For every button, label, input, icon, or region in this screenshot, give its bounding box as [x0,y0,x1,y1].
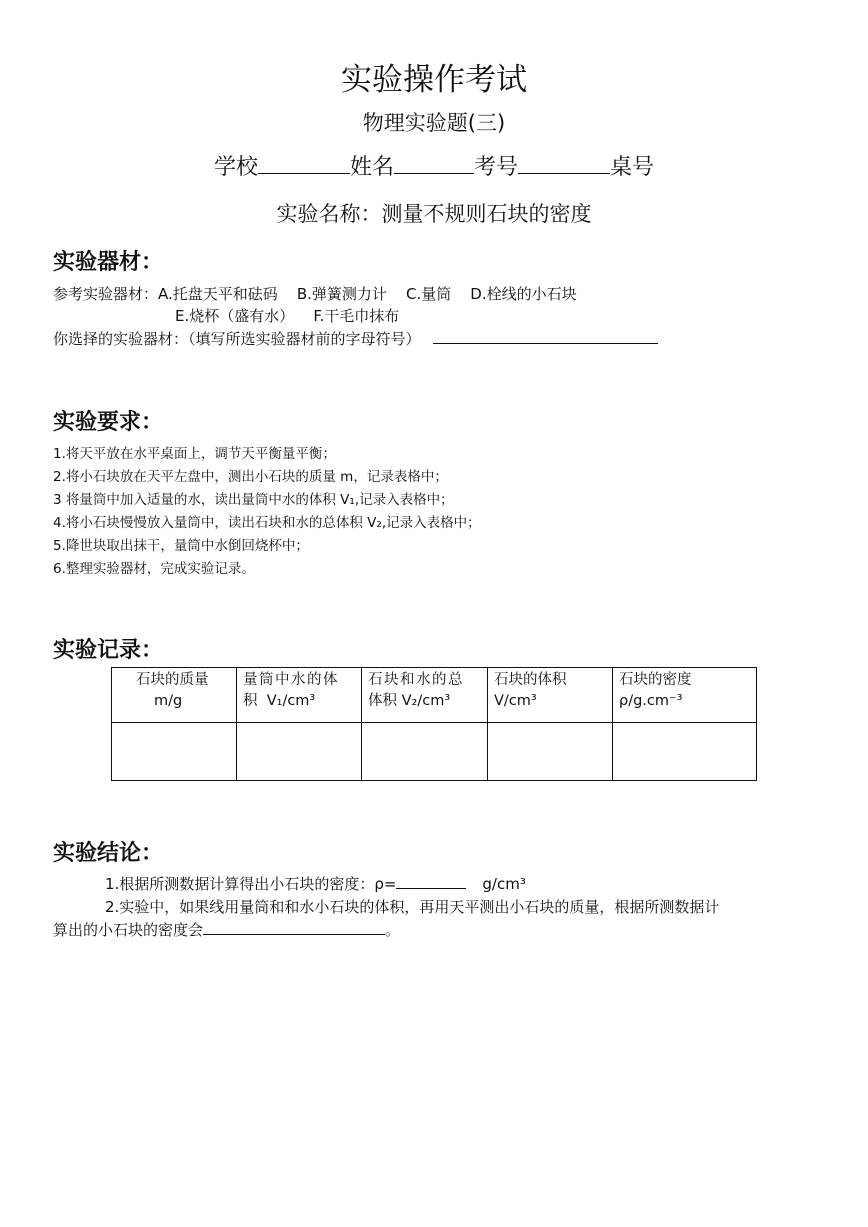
desk-number-label: 桌号 [610,155,655,180]
exam-number-label: 考号 [474,155,519,180]
requirement-step-2: 2.将小石块放在天平左盘中，测出小石块的质量 m，记录表格中； [53,469,448,485]
equipment-reference-line [53,283,577,304]
cell-stone-volume[interactable] [488,723,613,781]
density-effect-field[interactable] [203,920,385,935]
column-header-total-volume: 石块和水的总 体积 V₂/cm³ [362,668,488,723]
record-heading: 实验记录： [53,638,164,663]
equipment-choice-line [53,328,658,349]
conclusion-item-2-line1: 2.实验中，如果线用量筒和和水小石块的体积，再用天平测出小石块的质量，根据所测数据计 [105,898,720,916]
cell-mass[interactable] [112,723,237,781]
page-subtitle: 物理实验题(三) [362,111,506,135]
density-answer-field[interactable] [396,874,466,889]
requirement-step-6: 6.整理实验器材，完成实验记录。 [53,561,255,577]
school-field[interactable] [258,151,350,174]
name-label: 姓名 [349,155,394,180]
column-header-density: 石块的密度 ρ/g.cm⁻³ [613,668,757,723]
cell-water-volume[interactable] [237,723,362,781]
conclusion-heading: 实验结论： [53,841,164,866]
table-row [112,723,757,781]
equipment-heading: 实验器材： [53,250,164,275]
equipment-choice-prompt: 你选择的实验器材：（填写所选实验器材前的字母符号） [53,330,421,348]
equipment-items-line1: A.托盘天平和砝码 B.弹簧测力计 C.量筒 D.栓线的小石块 [158,285,577,303]
table-header-row [112,668,757,723]
column-header-stone-volume: 石块的体积 V/cm³ [488,668,613,723]
equipment-items-line2: E.烧杯（盛有水） F.干毛巾抹布 [175,307,400,325]
page-title: 实验操作考试 [341,62,527,98]
requirement-step-4: 4.将小石块慢慢放入量筒中，读出石块和水的总体积 V₂,记录入表格中； [53,515,481,531]
conclusion-item-2-line2: 算出的小石块的密度会 。 [53,921,401,939]
requirement-step-3: 3 将量筒中加入适量的水，读出量筒中水的体积 V₁,记录入表格中； [53,492,454,508]
column-header-mass: 石块的质量 m/g [112,668,237,723]
record-table [111,667,757,781]
experiment-name: 实验名称：测量不规则石块的密度 [276,202,592,226]
column-header-water-volume: 量筒中水的体 积 V₁/cm³ [237,668,362,723]
requirement-step-1: 1.将天平放在水平桌面上，调节天平衡量平衡； [53,446,336,462]
cell-density[interactable] [613,723,757,781]
student-info-line [0,150,868,181]
name-field[interactable] [394,151,474,174]
equipment-choice-field[interactable] [433,329,658,344]
requirements-heading: 实验要求： [53,410,164,435]
requirement-step-5: 5.降世块取出抹干，量筒中水倒回烧杯中； [53,538,309,554]
school-label: 学校 [213,155,258,180]
cell-total-volume[interactable] [362,723,488,781]
exam-number-field[interactable] [518,151,610,174]
equipment-reference-prefix: 参考实验器材： [53,285,159,303]
conclusion-item-1: 1.根据所测数据计算得出小石块的密度：ρ= g/cm³ [105,875,526,893]
